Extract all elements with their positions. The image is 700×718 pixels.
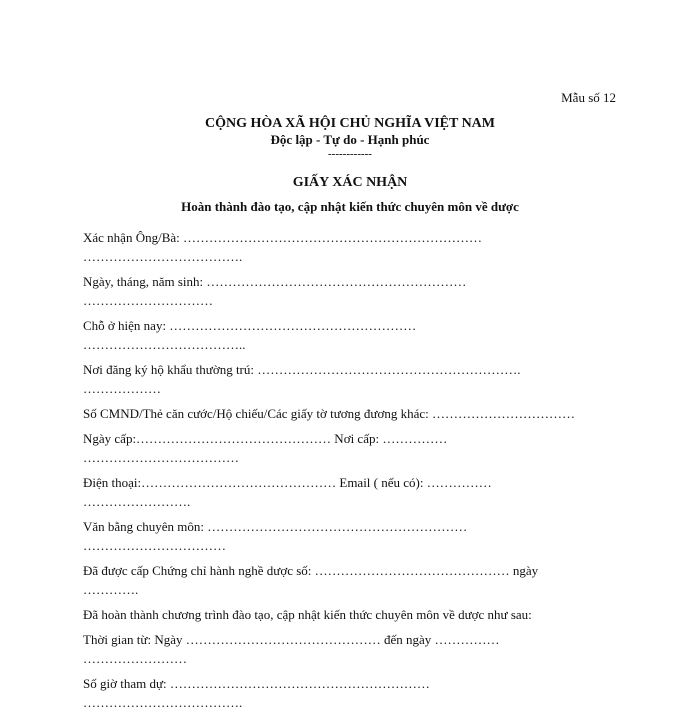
document-title: GIẤY XÁC NHẬN xyxy=(292,175,408,190)
field-label-line: Nơi đăng ký hộ khẩu thường trú: ……………………………………………………. xyxy=(83,362,521,377)
field-date-of-birth xyxy=(83,272,623,310)
field-label-line: Đã hoàn thành chương trình đào tạo, cập nhật kiến thức chuyên môn về dược như sau: xyxy=(83,607,532,622)
field-label-line: Chỗ ở hiện nay: ………………………………………………… xyxy=(83,318,417,333)
title-block xyxy=(0,175,700,215)
field-continuation: …………. xyxy=(83,582,139,597)
field-label-line: Thời gian từ: Ngày ……………………………………… đến ngày …………… xyxy=(83,632,500,647)
field-continuation: ………………………………. xyxy=(83,249,243,264)
form-body xyxy=(83,228,623,718)
field-continuation: …………………… xyxy=(83,651,187,666)
national-header xyxy=(0,116,700,160)
field-permanent-residence xyxy=(83,360,623,398)
header-divider: ------------ xyxy=(328,148,372,160)
field-label-line: Đã được cấp Chứng chỉ hành nghề dược số: ……………………………………… ngày xyxy=(83,563,539,578)
field-label-line: Ngày cấp:……………………………………… Nơi cấp: …………… xyxy=(83,431,448,446)
field-training-period xyxy=(83,630,623,668)
field-label-line: Điện thoại:……………………………………… Email ( nếu có): …………… xyxy=(83,475,492,490)
field-current-address xyxy=(83,316,623,354)
field-full-name xyxy=(83,228,623,266)
field-continuation: ……………………………… xyxy=(83,450,239,465)
field-continuation: ……………………. xyxy=(83,494,191,509)
field-continuation: ……………………………….. xyxy=(83,337,246,352)
field-hours-attended xyxy=(83,674,623,712)
field-issue-date-place xyxy=(83,429,623,467)
field-id-number xyxy=(83,404,623,423)
field-practice-certificate xyxy=(83,561,623,599)
field-degree xyxy=(83,517,623,555)
field-training-statement xyxy=(83,605,623,624)
field-continuation: …………………………… xyxy=(83,538,226,553)
field-label-line: Văn bằng chuyên môn: …………………………………………………… xyxy=(83,519,468,534)
form-number: Mẫu số 12 xyxy=(561,90,616,105)
national-motto: Độc lập - Tự do - Hạnh phúc xyxy=(270,132,430,147)
country-name: CỘNG HÒA XÃ HỘI CHỦ NGHĨA VIỆT NAM xyxy=(204,116,495,131)
field-label-line: Số CMND/Thẻ căn cước/Hộ chiếu/Các giấy tờ tương đương khác: …………………………… xyxy=(83,406,576,421)
field-label-line: Xác nhận Ông/Bà: …………………………………………………………… xyxy=(83,230,483,245)
field-continuation: ……………… xyxy=(83,381,161,396)
field-phone-email xyxy=(83,473,623,511)
field-label-line: Ngày, tháng, năm sinh: …………………………………………………… xyxy=(83,274,467,289)
field-continuation: ………………………………. xyxy=(83,695,243,710)
field-label-line: Số giờ tham dự: …………………………………………………… xyxy=(83,676,430,691)
field-continuation: ………………………… xyxy=(83,293,213,308)
document-subtitle: Hoàn thành đào tạo, cập nhật kiến thức chuyên môn về dược xyxy=(181,199,519,214)
